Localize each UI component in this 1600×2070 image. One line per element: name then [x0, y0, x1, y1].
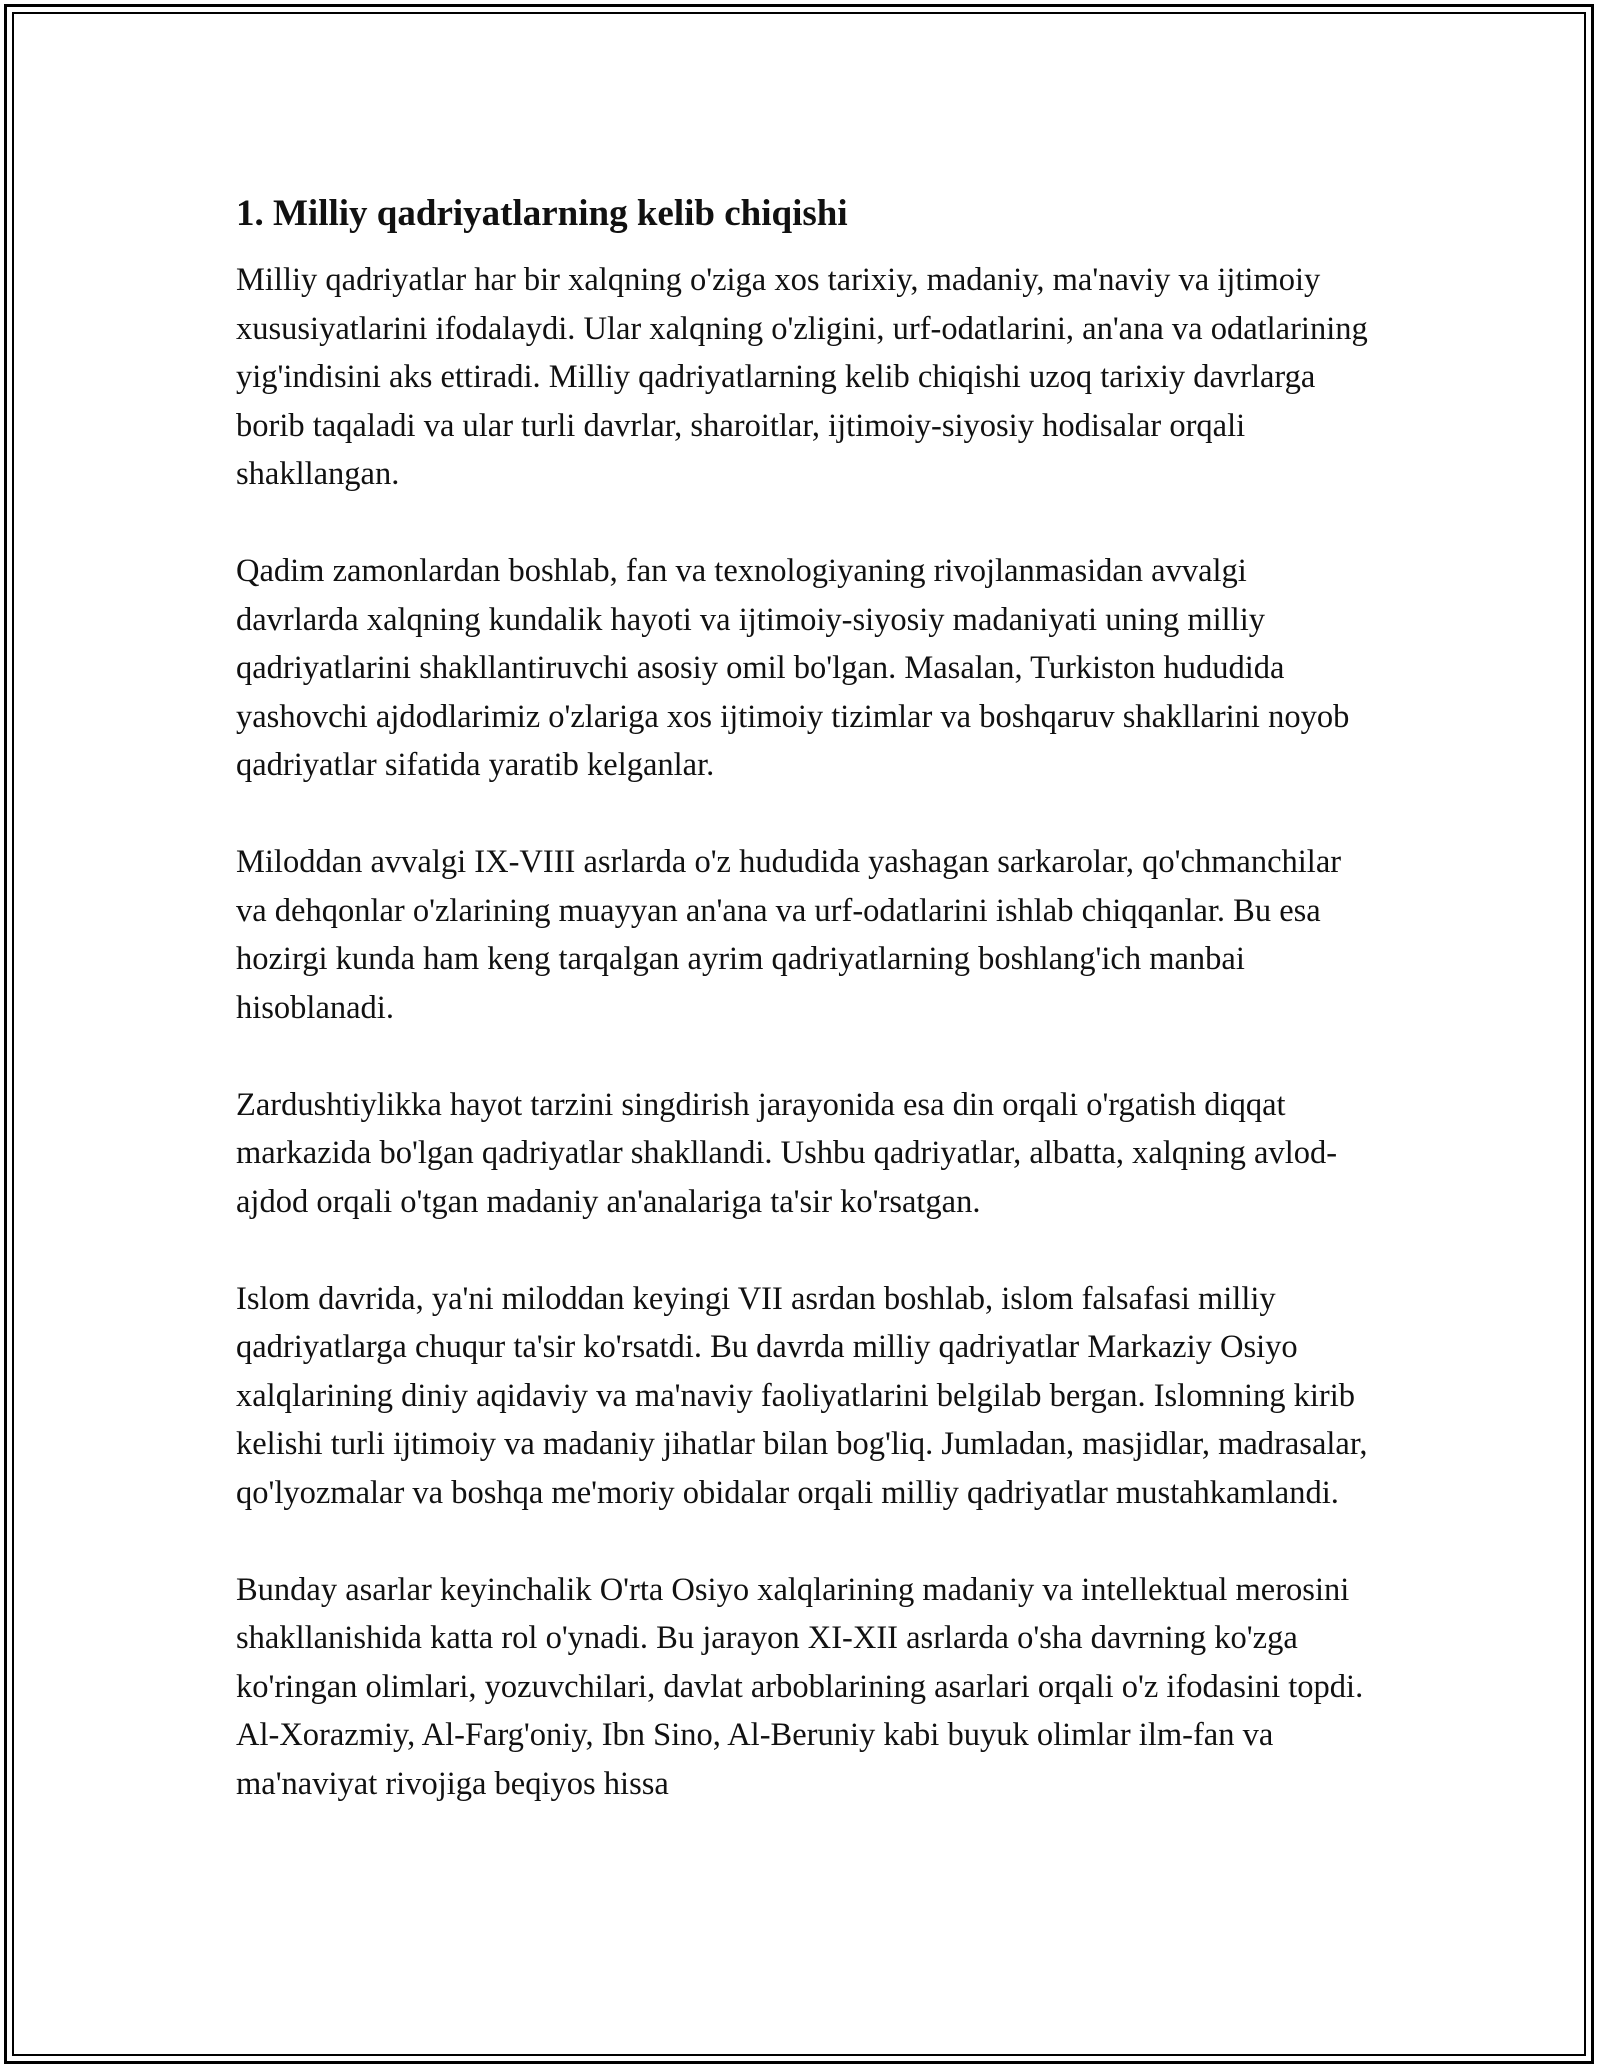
- paragraph-1: Milliy qadriyatlar har bir xalqning o'ziga xos tarixiy, madaniy, ma'naviy va ijtimoiy xususiyatlarini ifodalaydi. Ular xalqning o'zligini, urf-odatlarini, an'ana va odatlarining yig'indisini aks ettiradi. Milliy qadriyatlarning kelib chiqishi uzoq tarixiy davrlarga borib taqaladi va ular turli davrlar, sharoitlar, ijtimoiy-siyosiy hodisalar orqali shakllangan.: [236, 262, 1368, 492]
- paragraph-6: Bunday asarlar keyinchalik O'rta Osiyo xalqlarining madaniy va intellektual merosini shakllanishida katta rol o'ynadi. Bu jarayon XI-XII asrlarda o'sha davrning ko'zga ko'ringan olimlari, yozuvchilari, davlat arboblarining asarlari orqali o'z ifodasini topdi. Al-Xorazmiy, Al-Farg'oniy, Ibn Sino, Al-Beruniy kabi buyuk olimlar ilm-fan va ma'naviyat rivojiga beqiyos hissa: [236, 1571, 1364, 1802]
- paragraph-4: Zardushtiylikka hayot tarzini singdirish jarayonida esa din orqali o'rgatish diqqat markazida bo'lgan qadriyatlar shakllandi. Ushbu qadriyatlar, albatta, xalqning avlod-ajdod orqali o'tgan madaniy an'analariga ta'sir ko'rsatgan.: [236, 1086, 1338, 1220]
- paragraph-2: Qadim zamonlardan boshlab, fan va texnologiyaning rivojlanmasidan avvalgi davrlarda xalqning kundalik hayoti va ijtimoiy-siyosiy madaniyati uning milliy qadriyatlarini shakllantiruvchi asosiy omil bo'lgan. Masalan, Turkiston hududida yashovchi ajdodlarimiz o'zlariga xos ijtimoiy tizimlar va boshqaruv shakllarini noyob qadriyatlar sifatida yaratib kelganlar.: [236, 553, 1350, 783]
- paragraph-3: Miloddan avvalgi IX-VIII asrlarda o'z hududida yashagan sarkarolar, qo'chmanchilar va dehqonlar o'zlarining muayyan an'ana va urf-odatlarini ishlab chiqqanlar. Bu esa hozirgi kunda ham keng tarqalgan ayrim qadriyatlarning boshlang'ich manbai hisoblanadi.: [236, 844, 1342, 1026]
- document-body: [236, 186, 1376, 1857]
- section-heading: 1. Milliy qadriyatlarning kelib chiqishi: [236, 193, 848, 234]
- paragraph-5: Islom davrida, ya'ni miloddan keyingi VII asrdan boshlab, islom falsafasi milliy qadriyatlarga chuqur ta'sir ko'rsatdi. Bu davrda milliy qadriyatlar Markaziy Osiyo xalqlarining diniy aqidaviy va ma'naviy faoliyatlarini belgilab bergan. Islomning kirib kelishi turli ijtimoiy va madaniy jihatlar bilan bog'liq. Jumladan, masjidlar, madrasalar, qo'lyozmalar va boshqa me'moriy obidalar orqali milliy qadriyatlar mustahkamlandi.: [236, 1280, 1368, 1511]
